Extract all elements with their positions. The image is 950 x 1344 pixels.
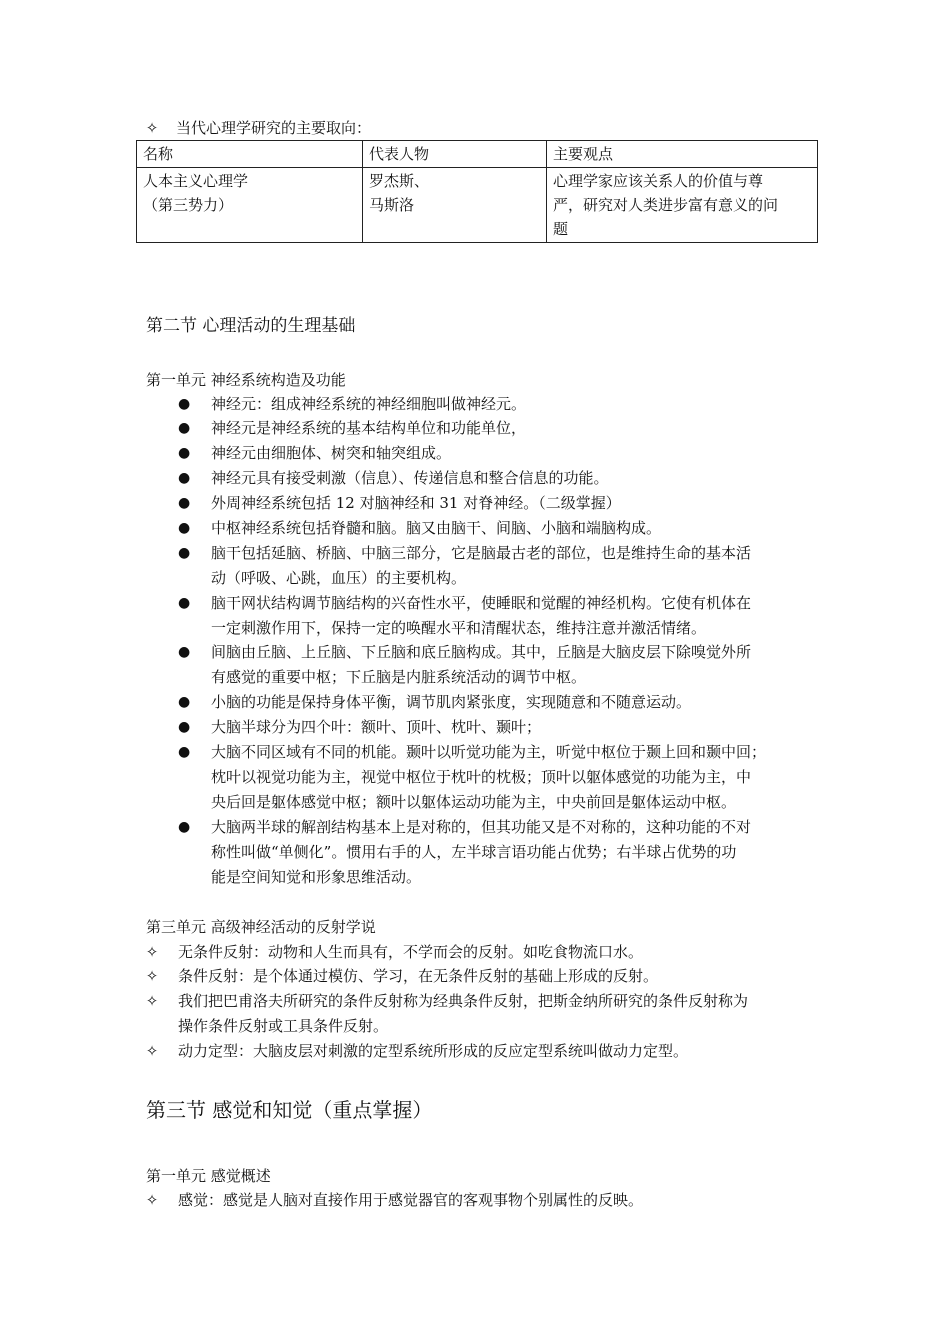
list-item-continuation: 操作条件反射或工具条件反射。 <box>178 1017 389 1035</box>
list-item-continuation: 动（呼吸、心跳，血压）的主要机构。 <box>211 569 467 587</box>
list-item: 神经元由细胞体、树突和轴突组成。 <box>211 444 452 462</box>
bullet-icon: ● <box>178 396 191 412</box>
bullet-icon: ● <box>178 595 191 611</box>
bullet-icon: ● <box>178 520 191 536</box>
list-item: 我们把巴甫洛夫所研究的条件反射称为经典条件反射，把斯金纳所研究的条件反射称为 <box>178 992 749 1010</box>
bullet-icon: ● <box>178 495 191 511</box>
table-row <box>137 168 818 243</box>
diamond-marker-icon: ✧ <box>145 1042 159 1060</box>
bullet-icon: ● <box>178 719 191 735</box>
list-item-continuation: 有感觉的重要中枢；下丘脑是内脏系统活动的调节中枢。 <box>211 668 587 686</box>
diamond-marker-icon: ✧ <box>145 967 159 985</box>
bullet-icon: ● <box>178 694 191 710</box>
list-item: 感觉：感觉是人脑对直接作用于感觉器官的客观事物个别属性的反映。 <box>178 1191 644 1209</box>
table-header-row <box>137 141 818 168</box>
table-cell <box>137 168 363 243</box>
section-title: 第三节 感觉和知觉（重点掌握） <box>146 1098 433 1122</box>
list-item-continuation: 枕叶以视觉功能为主，视觉中枢位于枕叶的枕极；顶叶以躯体感觉的功能为主，中 <box>211 768 752 786</box>
list-item: 条件反射：是个体通过模仿、学习，在无条件反射的基础上形成的反射。 <box>178 967 659 985</box>
list-item: 大脑两半球的解剖结构基本上是对称的，但其功能又是不对称的，这种功能的不对 <box>211 818 752 836</box>
bullet-icon: ● <box>178 420 191 436</box>
cell-line: 题 <box>553 220 569 238</box>
list-item: 大脑半球分为四个叶：额叶、顶叶、枕叶、颞叶； <box>211 718 542 736</box>
list-item: 间脑由丘脑、上丘脑、下丘脑和底丘脑构成。其中，丘脑是大脑皮层下除嗅觉外所 <box>211 643 752 661</box>
unit-title: 第一单元 感觉概述 <box>146 1167 271 1185</box>
cell-line: （第三势力） <box>143 196 234 214</box>
list-item: 神经元：组成神经系统的神经细胞叫做神经元。 <box>211 395 527 413</box>
cell-line: 心理学家应该关系人的价值与尊 <box>553 172 764 190</box>
diamond-marker-icon: ✧ <box>145 119 159 137</box>
list-item: 无条件反射：动物和人生而具有，不学而会的反射。如吃食物流口水。 <box>178 943 644 961</box>
bullet-icon: ● <box>178 545 191 561</box>
bullet-icon: ● <box>178 644 191 660</box>
bullet-icon: ● <box>178 470 191 486</box>
cell-line: 人本主义心理学 <box>143 172 249 190</box>
cell-line: 罗杰斯、 <box>369 172 430 190</box>
list-item: 脑干包括延脑、桥脑、中脑三部分，它是脑最古老的部位，也是维持生命的基本活 <box>211 544 752 562</box>
intro-text: 当代心理学研究的主要取向： <box>176 119 372 137</box>
cell-line: 马斯洛 <box>369 196 415 214</box>
table-header-cell: 代表人物 <box>363 141 547 168</box>
list-item-continuation: 能是空间知觉和形象思维活动。 <box>211 868 422 886</box>
list-item: 大脑不同区域有不同的机能。颞叶以听觉功能为主，听觉中枢位于颞上回和颞中回； <box>211 743 767 761</box>
diamond-marker-icon: ✧ <box>145 992 159 1010</box>
table-cell <box>363 168 547 243</box>
table-cell <box>547 168 818 243</box>
list-item: 脑干网状结构调节脑结构的兴奋性水平，使睡眠和觉醒的神经机构。它使有机体在 <box>211 594 752 612</box>
cell-line: 严，研究对人类进步富有意义的问 <box>553 196 779 214</box>
table-header-cell: 主要观点 <box>547 141 818 168</box>
table-header-cell: 名称 <box>137 141 363 168</box>
bullet-icon: ● <box>178 744 191 760</box>
list-item-continuation: 称性叫做“单侧化”。惯用右手的人，左半球言语功能占优势；右半球占优势的功 <box>211 843 737 861</box>
section-title: 第二节 心理活动的生理基础 <box>146 316 356 336</box>
list-item: 神经元是神经系统的基本结构单位和功能单位， <box>211 419 527 437</box>
list-item: 动力定型：大脑皮层对刺激的定型系统所形成的反应定型系统叫做动力定型。 <box>178 1042 689 1060</box>
diamond-marker-icon: ✧ <box>145 1191 159 1209</box>
list-item: 外周神经系统包括 12 对脑神经和 31 对脊神经。（二级掌握） <box>211 494 621 512</box>
bullet-icon: ● <box>178 445 191 461</box>
list-item-continuation: 央后回是躯体感觉中枢；额叶以躯体运动功能为主，中央前回是躯体运动中枢。 <box>211 793 737 811</box>
orientation-table <box>136 140 818 243</box>
unit-title: 第一单元 神经系统构造及功能 <box>146 371 346 389</box>
list-item: 神经元具有接受刺激（信息）、传递信息和整合信息的功能。 <box>211 469 609 487</box>
list-item-continuation: 一定刺激作用下，保持一定的唤醒水平和清醒状态，维持注意并激活情绪。 <box>211 619 707 637</box>
diamond-marker-icon: ✧ <box>145 943 159 961</box>
unit-title: 第三单元 高级神经活动的反射学说 <box>146 918 376 936</box>
list-item: 小脑的功能是保持身体平衡，调节肌肉紧张度，实现随意和不随意运动。 <box>211 693 692 711</box>
bullet-icon: ● <box>178 819 191 835</box>
list-item: 中枢神经系统包括脊髓和脑。脑又由脑干、间脑、小脑和端脑构成。 <box>211 519 662 537</box>
